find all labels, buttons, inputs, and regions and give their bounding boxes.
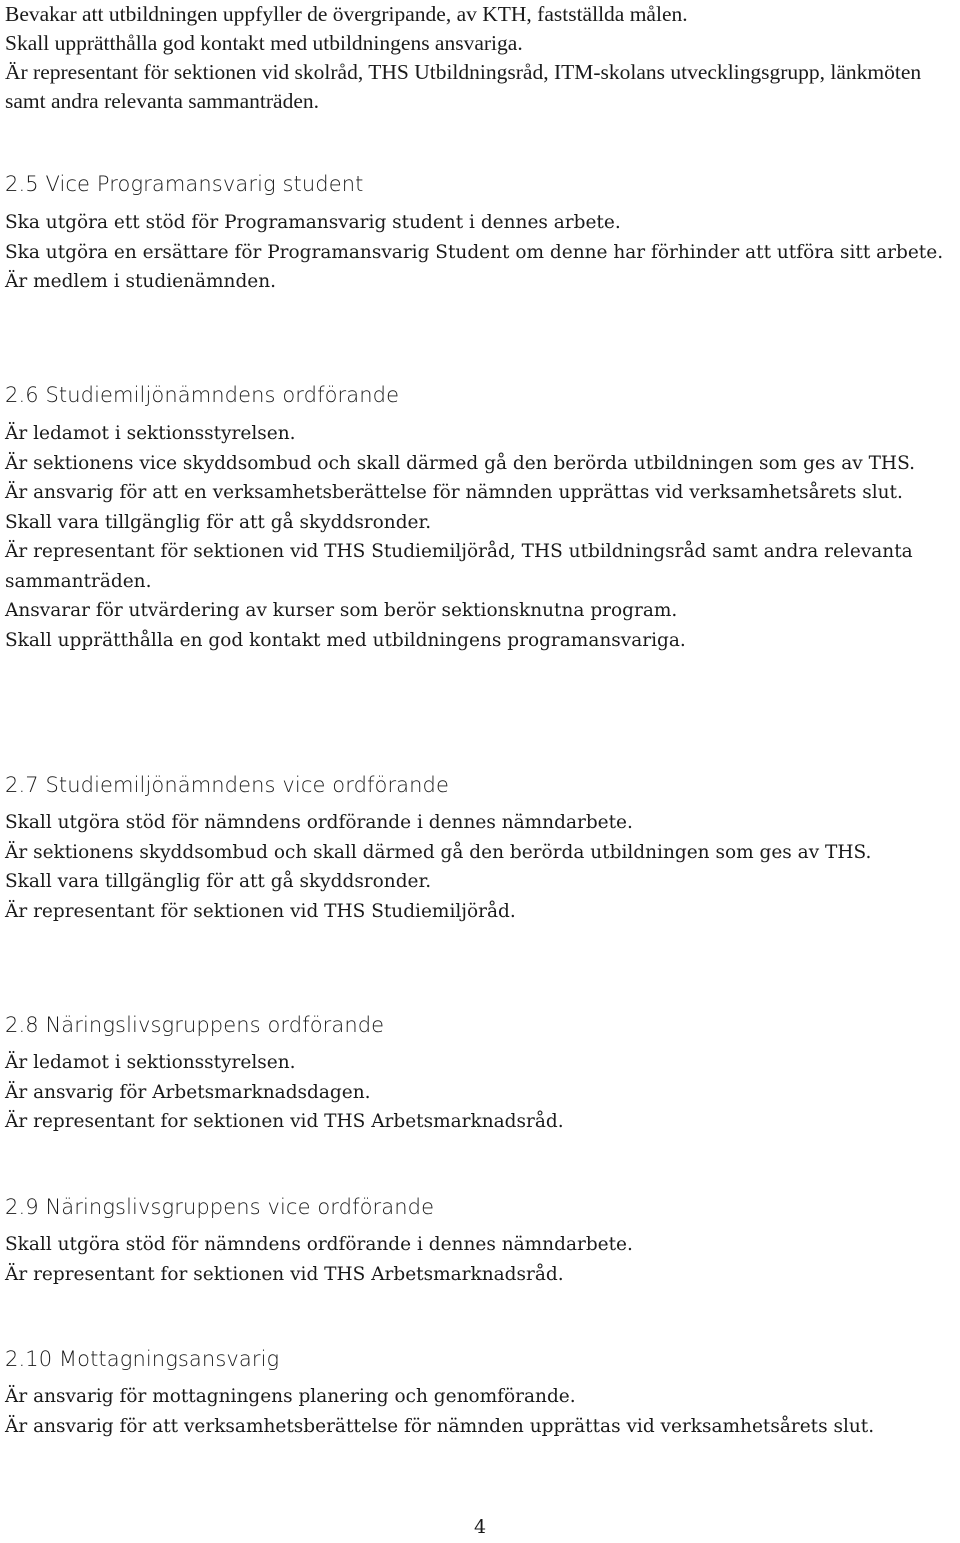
section-line: Skall utgöra stöd för nämndens ordförande i dennes nämndarbete. <box>5 1234 633 1255</box>
section-line: Är representant for sektionen vid THS Arbetsmarknadsråd. <box>5 1111 564 1132</box>
section-heading-2-9: 2.9 Näringslivsgruppens vice ordförande <box>5 1195 435 1219</box>
intro-line: Bevakar att utbildningen uppfyller de övergripande, av KTH, fastställda målen. <box>5 2 688 26</box>
section-line: Är ledamot i sektionsstyrelsen. <box>5 1052 296 1073</box>
section-heading-2-6: 2.6 Studiemiljönämndens ordförande <box>5 383 400 407</box>
section-line: Skall utgöra stöd för nämndens ordförande i dennes nämndarbete. <box>5 812 633 833</box>
section-heading-2-5: 2.5 Vice Programansvarig student <box>5 172 364 196</box>
section-body-2-5 <box>5 208 960 297</box>
section-line: Är medlem i studienämnden. <box>5 271 277 292</box>
page-number: 4 <box>473 1516 487 1538</box>
section-line: Ska utgöra en ersättare för Programansvarig Student om denne har förhinder att utföra sitt arbete. <box>5 241 944 263</box>
section-heading-2-7: 2.7 Studiemiljönämndens vice ordförande <box>5 773 450 797</box>
intro-paragraphs <box>5 0 955 116</box>
section-line: Ska utgöra ett stöd för Programansvarig student i dennes arbete. <box>5 212 621 233</box>
section-body-2-10 <box>5 1382 960 1441</box>
section-body-2-9 <box>5 1230 960 1289</box>
section-line: Är representant for sektionen vid THS Arbetsmarknadsråd. <box>5 1263 564 1285</box>
section-line: Är ansvarig för att en verksamhetsberättelse för nämnden upprättas vid verksamhetsårets slut. <box>5 482 903 503</box>
section-line: Skall upprätthålla en god kontakt med utbildningens programansvariga. <box>5 629 686 651</box>
section-line: Är representant för sektionen vid THS Studiemiljöråd, THS utbildningsråd samt andra relevanta sammanträden. <box>5 541 913 592</box>
section-line: Är ansvarig för att verksamhetsberättelse för nämnden upprättas vid verksamhetsårets slut. <box>5 1415 875 1437</box>
section-heading-2-10: 2.10 Mottagningsansvarig <box>5 1347 280 1371</box>
section-body-2-7 <box>5 808 960 926</box>
section-line: Är ansvarig för mottagningens planering och genomförande. <box>5 1386 576 1407</box>
section-line: Är ledamot i sektionsstyrelsen. <box>5 423 296 444</box>
section-line: Är representant för sektionen vid THS Studiemiljöråd. <box>5 900 516 922</box>
intro-line: Är representant för sektionen vid skolråd, THS Utbildningsråd, ITM-skolans utvecklingsgrupp, länkmöten samt andra relevanta sammanträden. <box>5 60 922 113</box>
section-line: Skall vara tillgänglig för att gå skyddsronder. <box>5 511 432 533</box>
intro-line: Skall upprätthålla god kontakt med utbildningens ansvariga. <box>5 31 523 55</box>
section-body-2-6 <box>5 419 960 655</box>
section-line: Är sektionens skyddsombud och skall därmed gå den berörda utbildningen som ges av THS. <box>5 841 872 863</box>
section-heading-2-8: 2.8 Näringslivsgruppens ordförande <box>5 1013 385 1037</box>
section-body-2-8 <box>5 1048 960 1137</box>
section-line: Är sektionens vice skyddsombud och skall därmed gå den berörda utbildningen som ges av THS. <box>5 452 915 474</box>
section-line: Skall vara tillgänglig för att gå skyddsronder. <box>5 871 432 892</box>
section-line: Är ansvarig för Arbetsmarknadsdagen. <box>5 1081 371 1103</box>
section-line: Ansvarar för utvärdering av kurser som berör sektionsknutna program. <box>5 600 678 621</box>
